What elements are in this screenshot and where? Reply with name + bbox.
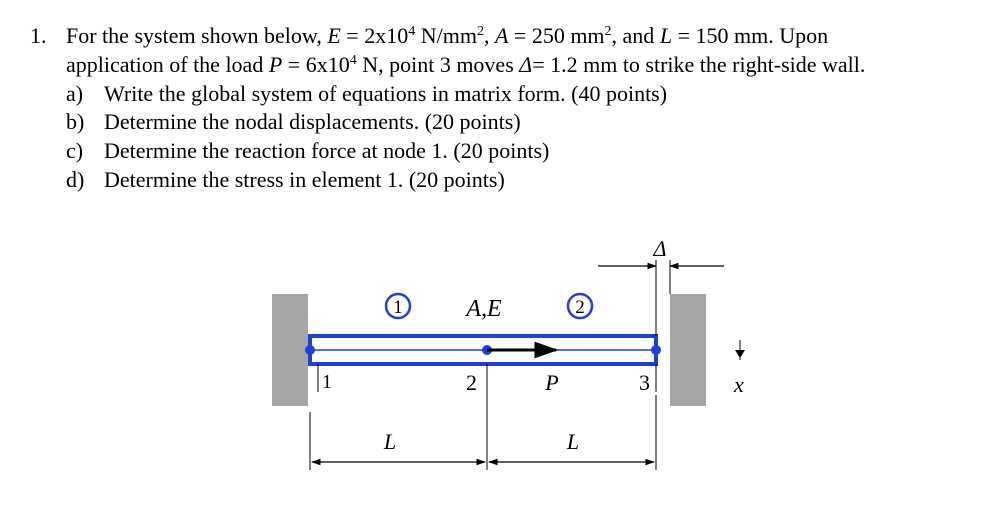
problem-line-1: For the system shown below, $E = 2x10^4$ $N/mm^2$, A = 250 $mm^2$, and L = 150 mm. Upon [66, 23, 829, 48]
length-2-label: L [566, 429, 580, 454]
element-1-label: 1 [393, 297, 403, 318]
length-1-label: L [383, 429, 397, 454]
part-a: a) Write the global system of equations in matrix form. (40 points) [66, 81, 668, 106]
node-1-dot [305, 345, 315, 355]
node-2-label: 2 [466, 370, 477, 395]
node-3-dot [651, 345, 661, 355]
element-2-label: 2 [575, 297, 585, 318]
part-d: d) Determine the stress in element 1. (20 points) [66, 167, 505, 192]
problem-line-2: application of the load $P = 6x10^4$ N, point 3 moves Δ= 1.2 mm to strike the right-side wall. [66, 52, 866, 77]
x-axis-label: x [734, 372, 744, 397]
node-3-label: 3 [639, 370, 650, 395]
part-c: c) Determine the reaction force at node 1. (20 points) [66, 138, 550, 163]
node-1-label: 1 [322, 371, 332, 393]
delta-label: Δ [653, 236, 667, 261]
problem-number: 1. [30, 23, 47, 48]
area-modulus-label: A,E [466, 296, 502, 322]
right-wall [670, 294, 706, 406]
x-axis-arrowhead [735, 350, 745, 358]
left-wall [272, 294, 308, 406]
load-label: P [545, 370, 559, 395]
part-b: b) Determine the nodal displacements. (20 points) [66, 109, 521, 134]
